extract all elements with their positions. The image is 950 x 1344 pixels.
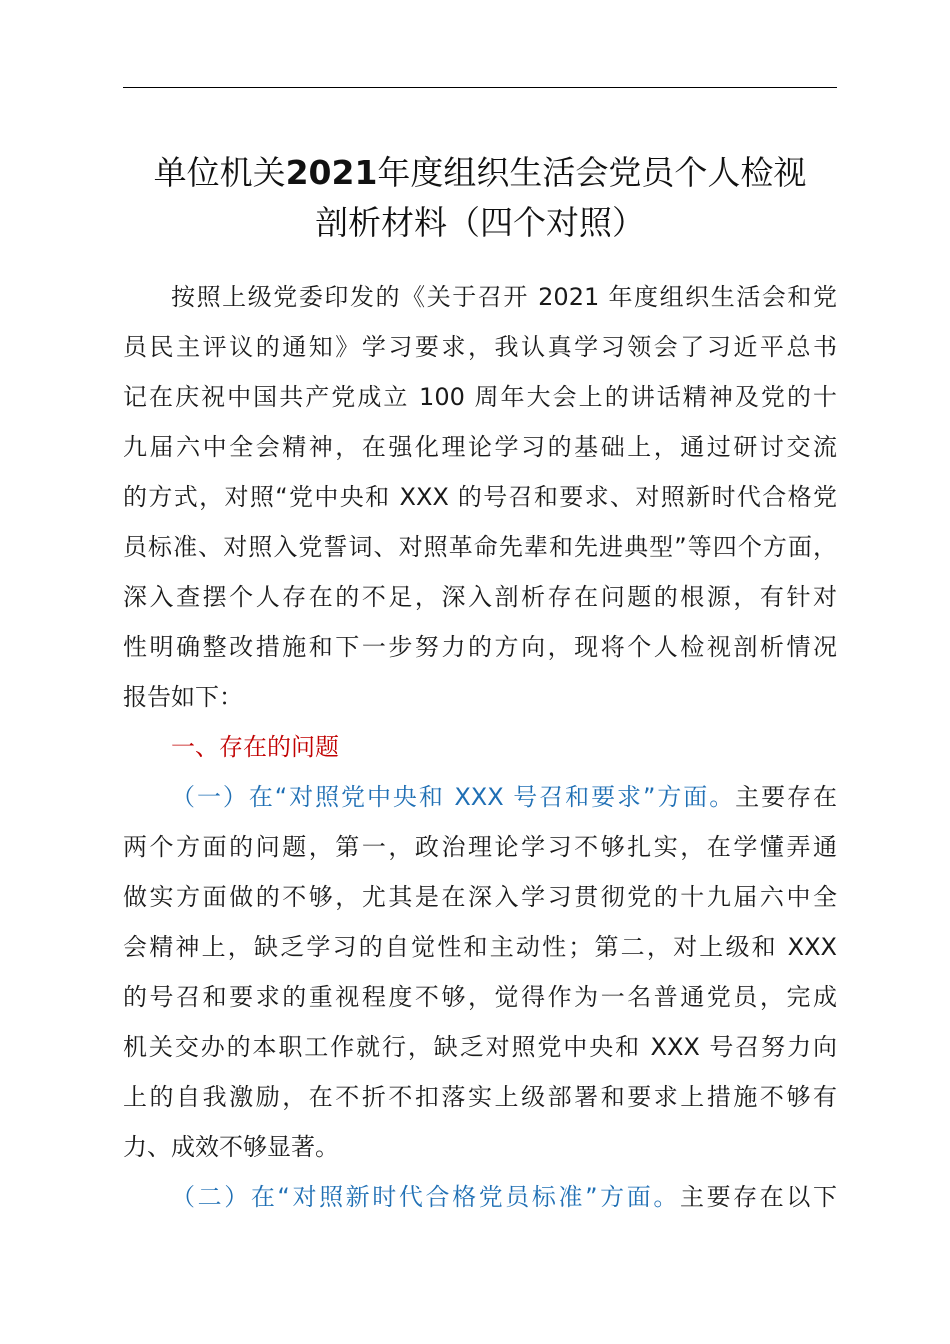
title-line-2: 剖析材料（四个对照） (315, 203, 645, 242)
section-heading: 一、存在的问题 (171, 733, 339, 761)
paragraph-line: 会精神上，缺乏学习的自觉性和主动性；第二，对上级和 XXX (123, 933, 837, 961)
subsection-heading: （一）在“对照党中央和 XXX 号召和要求”方面。 (171, 783, 736, 811)
paragraph-line: 的方式，对照“党中央和 XXX 的号召和要求、对照新时代合格党 (123, 483, 837, 511)
header-rule (123, 87, 837, 88)
paragraph-line: 做实方面做的不够，尤其是在深入学习贯彻党的十九届六中全 (123, 883, 837, 911)
paragraph-line: 深入查摆个人存在的不足，深入剖析存在问题的根源，有针对 (123, 583, 837, 611)
paragraph-line: 性明确整改措施和下一步努力的方向，现将个人检视剖析情况 (123, 633, 837, 661)
paragraph-line: 的号召和要求的重视程度不够，觉得作为一名普通党员，完成 (123, 983, 837, 1011)
paragraph-line: 上的自我激励，在不折不扣落实上级部署和要求上措施不够有 (123, 1083, 837, 1111)
intro-paragraph (123, 272, 837, 722)
paragraph-line: 机关交办的本职工作就行，缺乏对照党中央和 XXX 号召努力向 (123, 1033, 837, 1061)
paragraph-line: 员民主评议的通知》学习要求，我认真学习领会了习近平总书 (123, 333, 837, 361)
paragraph-line: 九届六中全会精神，在强化理论学习的基础上，通过研讨交流 (123, 433, 837, 461)
paragraph-line: 员标准、对照入党誓词、对照革命先辈和先进典型”等四个方面， (123, 533, 837, 561)
subsection-2 (123, 1172, 837, 1222)
paragraph-line: 记在庆祝中国共产党成立 100 周年大会上的讲话精神及党的十 (123, 383, 837, 411)
subsection-heading: （二）在“对照新时代合格党员标准”方面。 (171, 1183, 680, 1211)
paragraph-line: 两个方面的问题，第一，政治理论学习不够扎实，在学懂弄通 (123, 833, 837, 861)
paragraph-line: 按照上级党委印发的《关于召开 2021 年度组织生活会和党 (171, 283, 837, 311)
subsection-first-line: （二）在“对照新时代合格党员标准”方面。主要存在以下 (171, 1183, 837, 1211)
section-1 (123, 722, 837, 772)
paragraph-line: 报告如下： (123, 683, 243, 711)
subsection-1 (123, 772, 837, 1172)
paragraph-line: 力、成效不够显著。 (123, 1133, 339, 1161)
document-title (100, 148, 860, 248)
subsection-first-line: （一）在“对照党中央和 XXX 号召和要求”方面。主要存在 (171, 783, 837, 811)
title-line-1: 单位机关2021年度组织生活会党员个人检视 (153, 153, 807, 192)
